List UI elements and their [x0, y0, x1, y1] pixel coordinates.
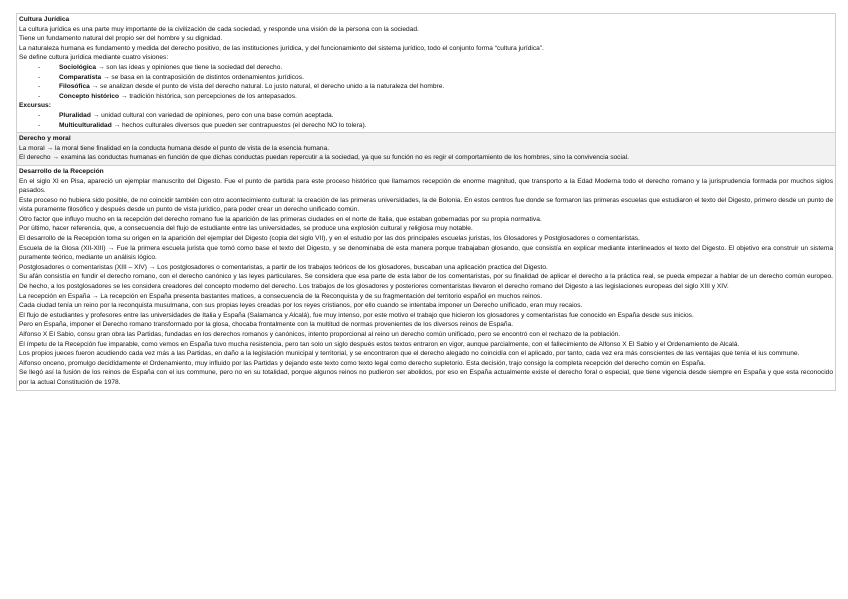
paragraph: Su afán consistía en fundir el derecho romano, con el derecho canónico y las leyes particulares. Se considera que esa parte de esta labor de los comentaristas, por su finalidad de aplicar el derecho a la práctica real, se pueda empezar a hablar de un derecho común europeo. De hecho, a los postglosadores se les considera creadores del concepto moderno del derecho. Los trabajos de los glosadores y posteriores comentaristas llevaron el derecho romano del Digesto a las legislaciones europeas del siglo XIII y XIV. — [19, 273, 833, 291]
paragraph: El desarrollo de la Recepción toma su origen en la aparición del ejemplar del Digesto (copia del siglo VII), y en el estudio por las dos principales escuelas juristas, los Glosadores y Postglosadores o comentaristas. — [19, 235, 640, 243]
section-title: Cultura Jurídica — [19, 16, 70, 23]
list-item — [19, 92, 833, 102]
list-item — [19, 111, 833, 121]
paragraph: El derecho → examina las conductas humanas en función de que dichas conductas puedan repercutir a la sociedad, ya que su función no es regir el comportamiento de los hombres, sino la convivencia social. — [19, 154, 629, 162]
section-derecho-y-moral — [17, 133, 835, 166]
paragraph: Cada ciudad tenía un reino por la reconquista musulmana, con sus propias leyes creadas por los reyes cristianos, por ello cuando se intentaba imponer un Derecho unificado, eran muy recaios. — [19, 302, 583, 310]
list-item — [19, 121, 833, 131]
list-item-text: → unidad cultural con variedad de opiniones, pero con una base común aceptada. — [90, 111, 334, 119]
paragraph: En el siglo XI en Pisa, apareció un ejemplar manuscrito del Digesto. Fue el punto de partida para este proceso histórico que llamamos recepción de enorme magnitud, que transporto a la Edad Moderna todo el derecho romano y la jurisprudencia formada por muchos siglos pasados. — [19, 177, 833, 195]
paragraph: Alfonso onceno, promulgo decidídamente el Ordenamiento, muy influido por las Partidas y dejando este texto como texto legal como derecho supletorio. Esta decisión, trajo consigo la completa recepción del derecho común en España. — [19, 359, 706, 367]
list-item — [19, 63, 833, 73]
paragraph: La naturaleza humana es fundamento y medida del derecho positivo, de las instituciones jurídica, y del funcionamiento del sistema jurídico, todo el conjunto forma “cultura jurídica”. — [19, 44, 544, 52]
paragraph: Los propios jueces fueron acudiendo cada vez más a las Partidas, en daño a la legislación municipal y territorial, y se encontraron que el derecho alegado no coincidía con el aplicado, por tanto, cada vez era más conscientes de las ventajas que tenía el ius commune. — [19, 350, 800, 358]
section-cultura-juridica — [17, 14, 835, 133]
paragraph: Este proceso no hubiera sido posible, de no coincidir también con otro acontecimiento cultural: la creación de las primeras universidades, la de Bolonia. En estos centros fue donde se formaron las primeras escuelas que estudiaron el texto del Digesto, primero desde un punto de vista puramente filosófico y después desde un punto de vista jurídico, para poder crear un derecho unificado común. — [19, 196, 833, 214]
paragraph: El ímpetu de la Recepción fue imparable, como vemos en España tuvo mucha resistencia, pero tan solo un siglo después estos textos entraron en vigor, aunque parcialmente, con el fallecimiento de Alfonso X El Sabio y el Ordenamiento de Alcalá. — [19, 340, 740, 348]
list-item-term: Concepto histórico — [59, 92, 120, 100]
section-title: Derecho y moral — [19, 135, 71, 143]
list-item-term: Comparatista — [59, 73, 102, 81]
paragraph: La recepción en España → La recepción en España presenta bastantes matices, a consecuencia de la Reconquista y de su fragmentación del territorio español en muchos reinos. — [19, 292, 543, 300]
list-item-term: Sociológica — [59, 63, 97, 71]
excursus-label: Excursus: — [19, 102, 51, 110]
paragraph: Pero en España, imponer el Derecho romano transformado por la glosa, chocaba frontalmente con la multitud de normas provenientes de los diversos reinos de España. — [19, 321, 514, 329]
section-title: Desarrollo de la Recepción — [19, 167, 104, 175]
list-item-term: Filosófica — [59, 83, 90, 91]
paragraph: La moral → la moral tiene finalidad en la conducta humana desde el punto de vista de la esencia humana. — [19, 144, 330, 152]
list-item-text: → se basa en la contraposición de distintos ordenamientos jurídicos. — [101, 73, 304, 81]
paragraph: Tiene un fundamento natural del propio ser del hombre y su dignidad. — [19, 35, 223, 43]
paragraph: Se define cultura jurídica mediante cuatro visiones: — [19, 54, 169, 62]
visions-list — [19, 63, 833, 101]
list-item-term: Multiculturalidad — [59, 121, 112, 129]
list-item-term: Pluralidad — [59, 111, 91, 119]
paragraph: El flujo de estudiantes y profesores entre las universidades de Italia y España (Salamanca y Alcalá), fue muy intenso, por este motivo el trabajo que hicieron los glosadores y comentaristas fue conocido en España desde sus inicios. — [19, 311, 694, 319]
paragraph: Se llegó así la fusión de los reinos de España con el ius commune, pero no en su totalidad, porque algunos reinos no pudieron ser abolidos, por eso en España actualmente existe el derecho foral o especial, que tiene vigencia desde siempre en España y que esta reconocido por la actual Constitución de 1978. — [19, 369, 833, 386]
paragraph: La cultura jurídica es una parte muy importante de la civilización de cada sociedad, y responde una visión de la persona con la sociedad. — [19, 25, 419, 33]
paragraph: Alfonso X El Sabio, consu gran obra las Partidas, fundadas en los derechos romanos y canónicos, intento proporcional al reino un derecho común unificado, pero se encontró con el rechazo de la población. — [19, 331, 621, 338]
list-item — [19, 82, 833, 92]
paragraph: Postglosadores o comentaristas (XIII – XIV) → Los postglosadores o comentaristas, a partir de los trabajos teóricos de los glosadores, buscaban una aplicación practica del Digesto. — [19, 263, 548, 271]
list-item-text: → son las ideas y opiniones que tiene la sociedad del derecho. — [96, 63, 283, 71]
list-item-text: → se analizan desde el punto de vista del derecho natural. Lo justo natural, el derecho unido a la naturaleza del hombre. — [89, 83, 445, 91]
list-item-text: → tradición histórica, son percepciones de los antepasados. — [119, 92, 297, 100]
document-body — [16, 13, 836, 391]
list-item-text: → hechos culturales diversos que pueden ser contrapuestos (el derecho NO lo tolera). — [111, 121, 367, 129]
excursus-list — [19, 111, 833, 130]
paragraph: Otro factor que influyo mucho en la recepción del derecho romano fue la aparición de las primeras ciudades en el norte de Italia, que estaban gobernadas por su propia normativa. — [19, 215, 542, 223]
section-desarrollo-recepcion — [17, 166, 835, 390]
paragraph: Escuela de la Glosa (XII-XIII) → Fue la primera escuela jurista que tomó como base el texto del Digesto, y se denominaba de esta manera porque trabajaban glosando, que consistía en explicar mediante interlineados el texto del Digesto. El objetivo era construir un sistema puramente teórico, mediante un análisis lógico. — [19, 244, 833, 262]
list-item — [19, 73, 833, 83]
paragraph: Por último, hacer referencia, que, a consecuencia del flujo de estudiante entre las universidades, se produce una explosión cultural y religiosa muy notable. — [19, 225, 473, 233]
